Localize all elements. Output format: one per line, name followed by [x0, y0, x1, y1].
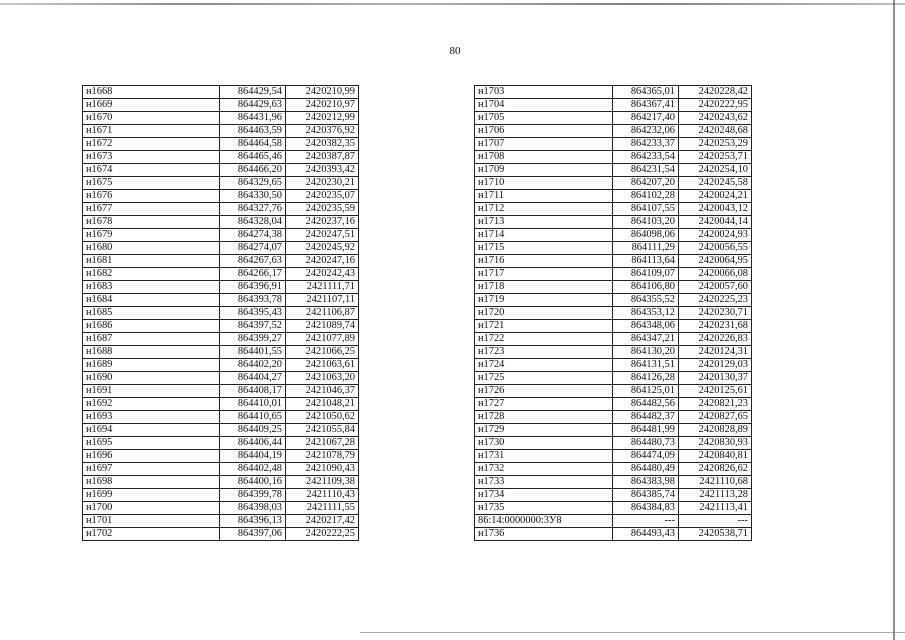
- y-coordinate-cell: 2420064,95: [679, 255, 752, 268]
- table-row: [475, 255, 752, 268]
- point-name-cell: н1711: [475, 190, 613, 203]
- y-coordinate-cell: 2421063,20: [286, 372, 359, 385]
- point-name-cell: н1677: [83, 203, 220, 216]
- point-name-cell: н1708: [475, 151, 613, 164]
- table-row: [83, 294, 359, 307]
- x-coordinate-cell: 864217,40: [613, 112, 679, 125]
- point-name-cell: н1734: [475, 489, 613, 502]
- table-row: [83, 463, 359, 476]
- table-row: [83, 320, 359, 333]
- table-row: [475, 463, 752, 476]
- point-name-cell: н1676: [83, 190, 220, 203]
- y-coordinate-cell: 2421090,43: [286, 463, 359, 476]
- point-name-cell: н1700: [83, 502, 220, 515]
- point-name-cell: н1710: [475, 177, 613, 190]
- point-name-cell: н1724: [475, 359, 613, 372]
- x-coordinate-cell: 864330,50: [220, 190, 286, 203]
- table-row: [83, 281, 359, 294]
- point-name-cell: н1690: [83, 372, 220, 385]
- x-coordinate-cell: 864365,01: [613, 86, 679, 99]
- table-row: [475, 333, 752, 346]
- table-row: [475, 372, 752, 385]
- table-row: [83, 125, 359, 138]
- x-coordinate-cell: 864410,01: [220, 398, 286, 411]
- table-row: [83, 476, 359, 489]
- table-row: [475, 242, 752, 255]
- x-coordinate-cell: 864408,17: [220, 385, 286, 398]
- x-coordinate-cell: 864464,58: [220, 138, 286, 151]
- point-name-cell: н1716: [475, 255, 613, 268]
- point-name-cell: н1675: [83, 177, 220, 190]
- table-row: [475, 164, 752, 177]
- table-row: [83, 177, 359, 190]
- x-coordinate-cell: 864463,59: [220, 125, 286, 138]
- x-coordinate-cell: 864404,27: [220, 372, 286, 385]
- point-name-cell: н1709: [475, 164, 613, 177]
- table-row: [83, 112, 359, 125]
- y-coordinate-cell: 2420024,93: [679, 229, 752, 242]
- y-coordinate-cell: 2420130,37: [679, 372, 752, 385]
- x-coordinate-cell: 864396,91: [220, 281, 286, 294]
- point-name-cell: н1669: [83, 99, 220, 112]
- table-row: [83, 307, 359, 320]
- x-coordinate-cell: 864130,20: [613, 346, 679, 359]
- x-coordinate-cell: 864107,55: [613, 203, 679, 216]
- table-row: [83, 216, 359, 229]
- table-row: [475, 281, 752, 294]
- point-name-cell: н1707: [475, 138, 613, 151]
- x-coordinate-cell: 864383,98: [613, 476, 679, 489]
- y-coordinate-cell: 2420254,10: [679, 164, 752, 177]
- x-coordinate-cell: 864409,25: [220, 424, 286, 437]
- y-coordinate-cell: 2420210,97: [286, 99, 359, 112]
- y-coordinate-cell: 2420228,42: [679, 86, 752, 99]
- table-row: [83, 229, 359, 242]
- y-coordinate-cell: 2420387,87: [286, 151, 359, 164]
- point-name-cell: н1692: [83, 398, 220, 411]
- point-name-cell: н1683: [83, 281, 220, 294]
- x-coordinate-cell: 864353,12: [613, 307, 679, 320]
- point-name-cell: н1687: [83, 333, 220, 346]
- y-coordinate-cell: 2421109,38: [286, 476, 359, 489]
- x-coordinate-cell: 864125,01: [613, 385, 679, 398]
- point-name-cell: н1727: [475, 398, 613, 411]
- table-row: [475, 307, 752, 320]
- table-row: [475, 99, 752, 112]
- x-coordinate-cell: 864400,16: [220, 476, 286, 489]
- x-coordinate-cell: 864397,06: [220, 528, 286, 541]
- table-row: [83, 359, 359, 372]
- y-coordinate-cell: 2420245,58: [679, 177, 752, 190]
- x-coordinate-cell: 864431,96: [220, 112, 286, 125]
- x-coordinate-cell: 864103,20: [613, 216, 679, 229]
- point-name-cell: н1728: [475, 411, 613, 424]
- table-row: [83, 346, 359, 359]
- y-coordinate-cell: 2420253,29: [679, 138, 752, 151]
- table-row: [475, 216, 752, 229]
- table-row: [475, 268, 752, 281]
- x-coordinate-cell: 864402,48: [220, 463, 286, 476]
- table-row: [83, 203, 359, 216]
- x-coordinate-cell: 864406,44: [220, 437, 286, 450]
- y-coordinate-cell: 2420376,92: [286, 125, 359, 138]
- y-coordinate-cell: 2421078,79: [286, 450, 359, 463]
- point-name-cell: н1701: [83, 515, 220, 528]
- point-name-cell: н1718: [475, 281, 613, 294]
- x-coordinate-cell: 864232,06: [613, 125, 679, 138]
- y-coordinate-cell: 2420382,35: [286, 138, 359, 151]
- y-coordinate-cell: 2420393,42: [286, 164, 359, 177]
- table-row: [475, 346, 752, 359]
- y-coordinate-cell: 2420826,62: [679, 463, 752, 476]
- table-row: [83, 190, 359, 203]
- point-name-cell: н1703: [475, 86, 613, 99]
- point-name-cell: н1694: [83, 424, 220, 437]
- point-name-cell: н1685: [83, 307, 220, 320]
- y-coordinate-cell: 2421107,11: [286, 294, 359, 307]
- y-coordinate-cell: 2420231,68: [679, 320, 752, 333]
- y-coordinate-cell: 2420248,68: [679, 125, 752, 138]
- x-coordinate-cell: 864384,83: [613, 502, 679, 515]
- point-name-cell: н1678: [83, 216, 220, 229]
- x-coordinate-cell: 864274,07: [220, 242, 286, 255]
- y-coordinate-cell: 2420247,16: [286, 255, 359, 268]
- point-name-cell: н1689: [83, 359, 220, 372]
- y-coordinate-cell: 2420237,16: [286, 216, 359, 229]
- x-coordinate-cell: 864098,06: [613, 229, 679, 242]
- table-row: [475, 190, 752, 203]
- y-coordinate-cell: 2421055,84: [286, 424, 359, 437]
- table-row: [83, 411, 359, 424]
- x-coordinate-cell: 864480,73: [613, 437, 679, 450]
- y-coordinate-cell: 2420129,03: [679, 359, 752, 372]
- x-coordinate-cell: 864402,20: [220, 359, 286, 372]
- y-coordinate-cell: 2420821,23: [679, 398, 752, 411]
- y-coordinate-cell: 2420538,71: [679, 528, 752, 541]
- table-row: [475, 398, 752, 411]
- x-coordinate-cell: 864398,03: [220, 502, 286, 515]
- table-row: [83, 86, 359, 99]
- x-coordinate-cell: 864404,19: [220, 450, 286, 463]
- y-coordinate-cell: 2420222,25: [286, 528, 359, 541]
- y-coordinate-cell: 2420247,51: [286, 229, 359, 242]
- y-coordinate-cell: 2421050,62: [286, 411, 359, 424]
- table-row: [83, 424, 359, 437]
- y-coordinate-cell: 2420830,93: [679, 437, 752, 450]
- y-coordinate-cell: 2420222,95: [679, 99, 752, 112]
- x-coordinate-cell: 864482,37: [613, 411, 679, 424]
- point-name-cell: н1726: [475, 385, 613, 398]
- point-name-cell: н1670: [83, 112, 220, 125]
- point-name-cell: н1681: [83, 255, 220, 268]
- table-row: [475, 502, 752, 515]
- y-coordinate-cell: 2420827,65: [679, 411, 752, 424]
- x-coordinate-cell: 864328,04: [220, 216, 286, 229]
- point-name-cell: н1732: [475, 463, 613, 476]
- point-name-cell: н1682: [83, 268, 220, 281]
- x-coordinate-cell: 864397,52: [220, 320, 286, 333]
- y-coordinate-cell: 2421106,87: [286, 307, 359, 320]
- point-name-cell: н1668: [83, 86, 220, 99]
- x-coordinate-cell: 864480,49: [613, 463, 679, 476]
- x-coordinate-cell: 864102,28: [613, 190, 679, 203]
- y-coordinate-cell: 2420043,12: [679, 203, 752, 216]
- y-coordinate-cell: 2421066,25: [286, 346, 359, 359]
- x-coordinate-cell: 864399,78: [220, 489, 286, 502]
- table-row: [475, 294, 752, 307]
- y-coordinate-cell: 2420230,21: [286, 177, 359, 190]
- x-coordinate-cell: 864493,43: [613, 528, 679, 541]
- y-coordinate-cell: 2420235,59: [286, 203, 359, 216]
- y-coordinate-cell: 2420124,31: [679, 346, 752, 359]
- y-coordinate-cell: 2420253,71: [679, 151, 752, 164]
- y-coordinate-cell: 2420210,99: [286, 86, 359, 99]
- table-row: [83, 151, 359, 164]
- y-coordinate-cell: 2421089,74: [286, 320, 359, 333]
- x-coordinate-cell: 864399,27: [220, 333, 286, 346]
- x-coordinate-cell: 864482,56: [613, 398, 679, 411]
- x-coordinate-cell: 864233,54: [613, 151, 679, 164]
- table-row: [83, 372, 359, 385]
- y-coordinate-cell: 2420057,60: [679, 281, 752, 294]
- x-coordinate-cell: 864207,20: [613, 177, 679, 190]
- point-name-cell: н1697: [83, 463, 220, 476]
- x-coordinate-cell: 864329,65: [220, 177, 286, 190]
- point-name-cell: н1714: [475, 229, 613, 242]
- table-row: [83, 268, 359, 281]
- table-row: [475, 411, 752, 424]
- x-coordinate-cell: 864267,63: [220, 255, 286, 268]
- point-name-cell: н1704: [475, 99, 613, 112]
- table-row: [83, 450, 359, 463]
- y-coordinate-cell: 2421077,89: [286, 333, 359, 346]
- point-name-cell: н1735: [475, 502, 613, 515]
- x-coordinate-cell: 864274,38: [220, 229, 286, 242]
- y-coordinate-cell: 2420044,14: [679, 216, 752, 229]
- y-coordinate-cell: 2421063,61: [286, 359, 359, 372]
- point-name-cell: н1717: [475, 268, 613, 281]
- page-number: 80: [449, 45, 461, 57]
- table-row: [475, 320, 752, 333]
- x-coordinate-cell: 864410,65: [220, 411, 286, 424]
- table-row: [475, 528, 752, 541]
- y-coordinate-cell: 2421067,28: [286, 437, 359, 450]
- x-coordinate-cell: 864131,51: [613, 359, 679, 372]
- x-coordinate-cell: 864109,07: [613, 268, 679, 281]
- coordinates-table-left: [82, 85, 359, 541]
- point-name-cell: н1736: [475, 528, 613, 541]
- scan-edge-right: [893, 0, 895, 640]
- point-name-cell: н1723: [475, 346, 613, 359]
- point-name-cell: н1673: [83, 151, 220, 164]
- y-coordinate-cell: 2420828,89: [679, 424, 752, 437]
- y-coordinate-cell: 2420066,08: [679, 268, 752, 281]
- table-row: [475, 177, 752, 190]
- x-coordinate-cell: 864466,20: [220, 164, 286, 177]
- table-row: [475, 125, 752, 138]
- y-coordinate-cell: 2420226,83: [679, 333, 752, 346]
- table-row: [475, 424, 752, 437]
- point-name-cell: н1721: [475, 320, 613, 333]
- x-coordinate-cell: 864348,06: [613, 320, 679, 333]
- table-row: [475, 385, 752, 398]
- table-row: [83, 437, 359, 450]
- x-coordinate-cell: 864429,63: [220, 99, 286, 112]
- x-coordinate-cell: 864347,21: [613, 333, 679, 346]
- point-name-cell: н1696: [83, 450, 220, 463]
- point-name-cell: н1722: [475, 333, 613, 346]
- point-name-cell: н1713: [475, 216, 613, 229]
- point-name-cell: н1729: [475, 424, 613, 437]
- table-row: [83, 138, 359, 151]
- x-coordinate-cell: 864355,52: [613, 294, 679, 307]
- point-name-cell: н1733: [475, 476, 613, 489]
- point-name-cell: н1693: [83, 411, 220, 424]
- table-row: [475, 450, 752, 463]
- x-coordinate-cell: 864111,29: [613, 242, 679, 255]
- y-coordinate-cell: 2421113,41: [679, 502, 752, 515]
- point-name-cell: н1691: [83, 385, 220, 398]
- point-name-cell: н1725: [475, 372, 613, 385]
- point-name-cell: н1684: [83, 294, 220, 307]
- table-row: [475, 489, 752, 502]
- point-name-cell: н1688: [83, 346, 220, 359]
- y-coordinate-cell: 2420242,43: [286, 268, 359, 281]
- table-row: [83, 502, 359, 515]
- table-row: [83, 385, 359, 398]
- table-row: [475, 151, 752, 164]
- scan-edge-top: [0, 3, 905, 5]
- x-coordinate-cell: 864429,54: [220, 86, 286, 99]
- y-coordinate-cell: 2420225,23: [679, 294, 752, 307]
- table-row: [83, 515, 359, 528]
- table-row: [83, 489, 359, 502]
- x-coordinate-cell: 864474,09: [613, 450, 679, 463]
- point-name-cell: н1730: [475, 437, 613, 450]
- y-coordinate-cell: 2420217,42: [286, 515, 359, 528]
- table-row: [475, 112, 752, 125]
- y-coordinate-cell: 2420245,92: [286, 242, 359, 255]
- x-coordinate-cell: 864393,78: [220, 294, 286, 307]
- y-coordinate-cell: 2420024,21: [679, 190, 752, 203]
- table-row: [83, 333, 359, 346]
- point-name-cell: н1672: [83, 138, 220, 151]
- x-coordinate-cell: 864367,41: [613, 99, 679, 112]
- coordinates-table-right: [474, 85, 752, 541]
- point-name-cell: н1695: [83, 437, 220, 450]
- table-row: [475, 229, 752, 242]
- x-coordinate-cell: 864481,99: [613, 424, 679, 437]
- table-row: [83, 242, 359, 255]
- point-name-cell: н1698: [83, 476, 220, 489]
- x-coordinate-cell: 864396,13: [220, 515, 286, 528]
- point-name-cell: н1720: [475, 307, 613, 320]
- point-name-cell: н1731: [475, 450, 613, 463]
- x-coordinate-cell: 864231,54: [613, 164, 679, 177]
- y-coordinate-cell: 2420230,71: [679, 307, 752, 320]
- y-coordinate-cell: 2420840,81: [679, 450, 752, 463]
- y-coordinate-cell: 2421110,43: [286, 489, 359, 502]
- x-coordinate-cell: 864327,76: [220, 203, 286, 216]
- x-coordinate-cell: 864395,43: [220, 307, 286, 320]
- point-name-cell: н1702: [83, 528, 220, 541]
- table-row: [83, 255, 359, 268]
- y-coordinate-cell: 2420212,99: [286, 112, 359, 125]
- table-row: [475, 203, 752, 216]
- point-name-cell: н1686: [83, 320, 220, 333]
- table-row: [475, 476, 752, 489]
- point-name-cell: н1705: [475, 112, 613, 125]
- table-row: [83, 528, 359, 541]
- x-coordinate-cell: 864385,74: [613, 489, 679, 502]
- table-row: [475, 86, 752, 99]
- point-name-cell: 86:14:0000000:3У8: [475, 515, 613, 528]
- y-coordinate-cell: 2420125,61: [679, 385, 752, 398]
- y-coordinate-cell: 2420235,07: [286, 190, 359, 203]
- y-coordinate-cell: 2421111,71: [286, 281, 359, 294]
- table-row: [83, 164, 359, 177]
- point-name-cell: н1706: [475, 125, 613, 138]
- table-row: [475, 138, 752, 151]
- point-name-cell: н1712: [475, 203, 613, 216]
- y-coordinate-cell: ---: [679, 515, 752, 528]
- table-row: [83, 99, 359, 112]
- x-coordinate-cell: ---: [613, 515, 679, 528]
- point-name-cell: н1674: [83, 164, 220, 177]
- y-coordinate-cell: 2421113,28: [679, 489, 752, 502]
- point-name-cell: н1671: [83, 125, 220, 138]
- table-row: [475, 359, 752, 372]
- y-coordinate-cell: 2421111,55: [286, 502, 359, 515]
- y-coordinate-cell: 2421110,68: [679, 476, 752, 489]
- point-name-cell: н1699: [83, 489, 220, 502]
- y-coordinate-cell: 2421046,37: [286, 385, 359, 398]
- y-coordinate-cell: 2420243,62: [679, 112, 752, 125]
- x-coordinate-cell: 864233,37: [613, 138, 679, 151]
- x-coordinate-cell: 864106,80: [613, 281, 679, 294]
- point-name-cell: н1680: [83, 242, 220, 255]
- y-coordinate-cell: 2421048,21: [286, 398, 359, 411]
- point-name-cell: н1715: [475, 242, 613, 255]
- x-coordinate-cell: 864266,17: [220, 268, 286, 281]
- x-coordinate-cell: 864401,55: [220, 346, 286, 359]
- scan-edge-bottom: [360, 632, 905, 633]
- point-name-cell: н1719: [475, 294, 613, 307]
- y-coordinate-cell: 2420056,55: [679, 242, 752, 255]
- point-name-cell: н1679: [83, 229, 220, 242]
- x-coordinate-cell: 864113,64: [613, 255, 679, 268]
- table-row: [475, 515, 752, 528]
- table-row: [475, 437, 752, 450]
- x-coordinate-cell: 864465,46: [220, 151, 286, 164]
- x-coordinate-cell: 864126,28: [613, 372, 679, 385]
- table-row: [83, 398, 359, 411]
